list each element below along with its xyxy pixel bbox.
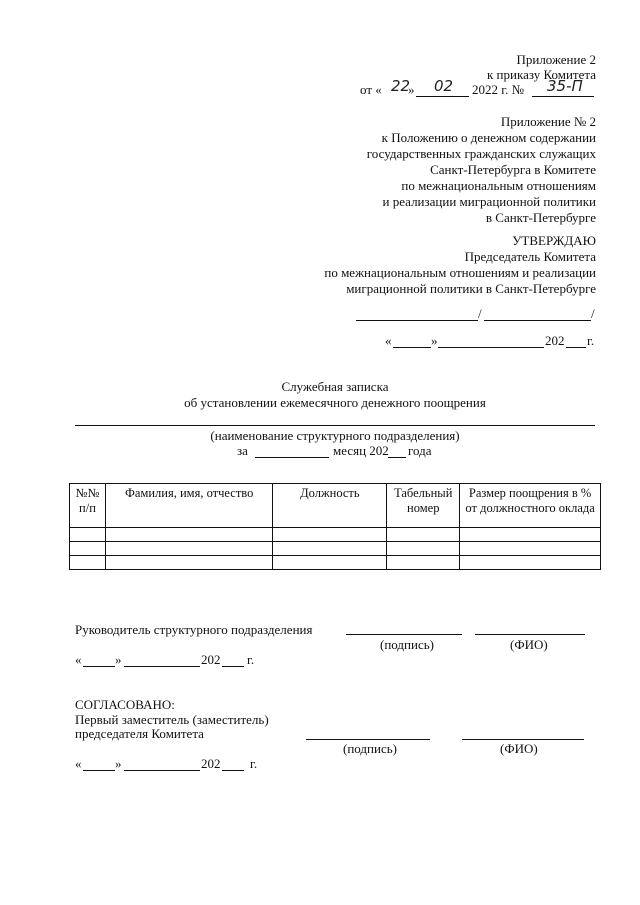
table-cell xyxy=(273,542,387,556)
approval-line: по межнациональным отношениям и реализации xyxy=(324,265,596,280)
agreed-line: Первый заместитель (заместитель) xyxy=(75,712,269,727)
date-quote: » xyxy=(408,82,415,97)
date-g: г. xyxy=(587,333,595,348)
slash: / xyxy=(478,306,482,321)
head-label: Руководитель структурного подразделения xyxy=(75,622,313,637)
slash: / xyxy=(591,306,595,321)
order-day-handwritten: 22 xyxy=(391,77,411,95)
year-word: года xyxy=(408,443,432,458)
table-cell xyxy=(273,528,387,542)
regulation-line: Санкт-Петербурга в Комитете xyxy=(430,162,596,177)
table-cell xyxy=(387,556,460,570)
period-month-line xyxy=(255,457,329,458)
to-order-line: к приказу Комитета xyxy=(486,67,596,82)
fio-caption: (ФИО) xyxy=(500,741,538,756)
month-word: месяц 202 xyxy=(333,443,389,458)
table-cell xyxy=(387,528,460,542)
approval-month-line xyxy=(438,347,544,348)
date-g: г. xyxy=(247,652,255,667)
date-g: г. xyxy=(250,756,258,771)
table-row xyxy=(70,556,601,570)
agreed-signature-line xyxy=(306,739,430,740)
agreed-line: председателя Комитета xyxy=(75,726,204,741)
memo-title: Служебная записка xyxy=(281,379,389,394)
table-cell xyxy=(460,556,601,570)
memo-subtitle: об установлении ежемесячного денежного поощрения xyxy=(184,395,486,410)
bonus-table xyxy=(69,483,601,570)
date-year: 202 xyxy=(201,756,221,771)
head-day-line xyxy=(83,666,115,667)
date-close-quote: » xyxy=(115,756,122,771)
table-cell xyxy=(460,528,601,542)
approval-year-line xyxy=(566,347,586,348)
table-row xyxy=(70,528,601,542)
order-number-handwritten: 35-П xyxy=(547,77,583,95)
year-and-no: 2022 г. № xyxy=(472,82,525,97)
month-line xyxy=(416,96,469,97)
table-cell xyxy=(70,556,106,570)
approval-signature-line xyxy=(356,320,478,321)
date-open-quote: « xyxy=(75,652,82,667)
table-header: Размер поощрения в % от должностного оклада xyxy=(460,484,601,528)
regulation-line: в Санкт-Петербурге xyxy=(485,210,596,225)
date-prefix: от « xyxy=(360,82,382,97)
appendix-title: Приложение 2 xyxy=(516,52,596,67)
table-cell xyxy=(105,556,273,570)
table-cell xyxy=(387,542,460,556)
agreed-day-line xyxy=(83,770,115,771)
agreed-fio-line xyxy=(462,739,584,740)
regulation-line: и реализации миграционной политики xyxy=(382,194,596,209)
agreed-label: СОГЛАСОВАНО: xyxy=(75,697,175,712)
table-cell xyxy=(460,542,601,556)
agreed-year-line xyxy=(222,770,244,771)
date-year: 202 xyxy=(201,652,221,667)
table-cell xyxy=(70,528,106,542)
approve-heading: УТВЕРЖДАЮ xyxy=(512,233,596,248)
period-year-line xyxy=(388,457,406,458)
date-year: 202 xyxy=(545,333,565,348)
unit-caption: (наименование структурного подразделения) xyxy=(210,428,460,443)
regulation-line: по межнациональным отношениям xyxy=(401,178,596,193)
table-header: №№ п/п xyxy=(70,484,106,528)
regulation-line: Приложение № 2 xyxy=(500,114,596,129)
unit-name-line xyxy=(75,425,595,426)
date-open-quote: « xyxy=(75,756,82,771)
regulation-line: к Положению о денежном содержании xyxy=(381,130,596,145)
table-header: Должность xyxy=(273,484,387,528)
table-cell xyxy=(105,542,273,556)
table-cell xyxy=(70,542,106,556)
date-close-quote: » xyxy=(115,652,122,667)
signature-caption: (подпись) xyxy=(380,637,434,652)
table-header: Табельный номер xyxy=(387,484,460,528)
fio-caption: (ФИО) xyxy=(510,637,548,652)
table-cell xyxy=(273,556,387,570)
regulation-line: государственных гражданских служащих xyxy=(366,146,596,161)
order-month-handwritten: 02 xyxy=(434,77,454,95)
number-line xyxy=(532,96,594,97)
head-signature-line xyxy=(346,634,462,635)
head-fio-line xyxy=(475,634,585,635)
table-row xyxy=(70,542,601,556)
approval-line: миграционной политики в Санкт-Петербурге xyxy=(346,281,596,296)
approval-fio-line xyxy=(484,320,591,321)
signature-caption: (подпись) xyxy=(343,741,397,756)
date-open-quote: « xyxy=(385,333,392,348)
approval-line: Председатель Комитета xyxy=(464,249,596,264)
approval-day-line xyxy=(393,347,431,348)
head-month-line xyxy=(124,666,200,667)
date-close-quote: » xyxy=(431,333,438,348)
table-cell xyxy=(105,528,273,542)
agreed-month-line xyxy=(124,770,200,771)
table-header: Фамилия, имя, отчество xyxy=(105,484,273,528)
for-label: за xyxy=(237,443,248,458)
head-year-line xyxy=(222,666,244,667)
